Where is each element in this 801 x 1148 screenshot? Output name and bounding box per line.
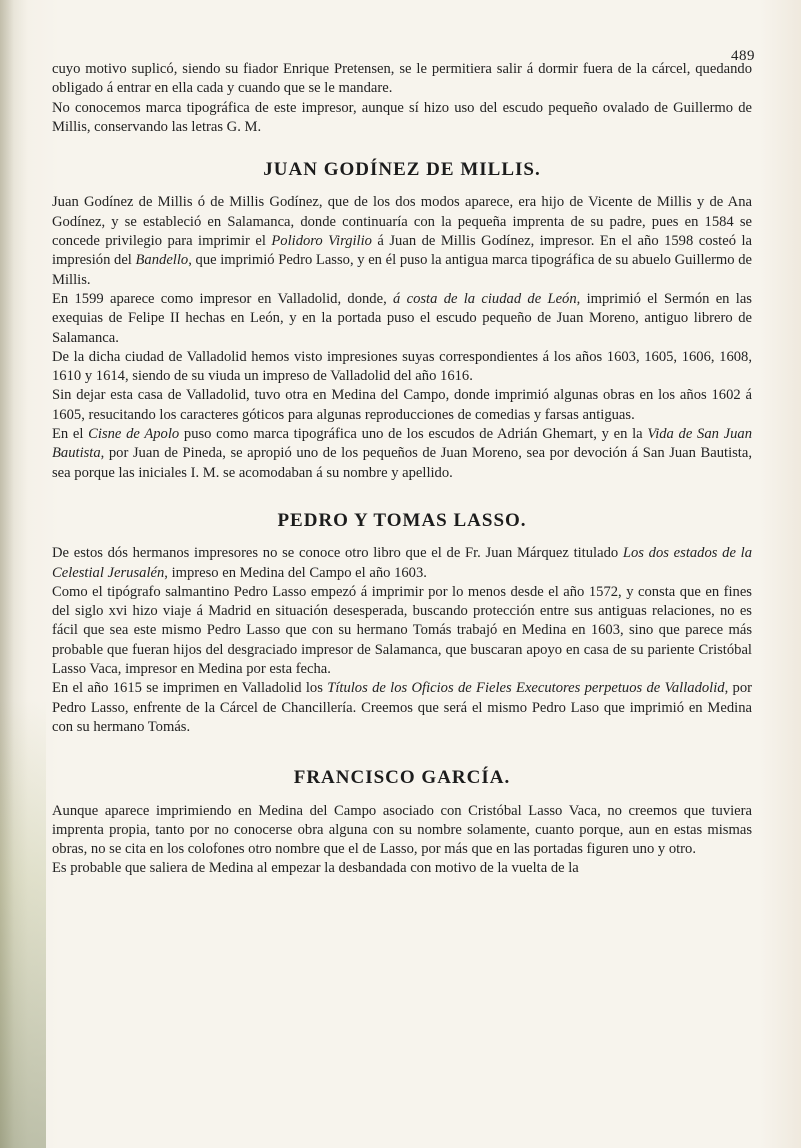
godinez-paragraph-1: Juan Godínez de Millis ó de Millis Godínez, que de los dos modos aparece, era hijo de Vicente de Millis y de Ana Godínez, y se estableció en Salamanca, donde continuaría con la pequeña imprenta de su padre, pues en 1584 se concede privilegio para imprimir el Polidoro Virgilio á Juan de Millis Godínez, impresor. En el año 1598 costeó la impresión del Bandello, que imprimió Pedro Lasso, y en él puso la antigua marca tipográfica de su abuelo Guillermo de Millis.: [52, 194, 753, 288]
section-heading-pedro-tomas-lasso: PEDRO Y TOMAS LASSO.: [277, 509, 527, 531]
godinez-paragraph-4: Sin dejar esta casa de Valladolid, tuvo otra en Medina del Campo, donde imprimió algunas obras en los años 1602 á 1605, resucitando los caracteres góticos para algunas reproducciones de comedias y farsas antiguas.: [52, 387, 752, 423]
intro-paragraph-2: No conocemos marca tipográfica de este impresor, aunque sí hizo uso del escudo pequeño ovalado de Guillermo de Millis, conservando las letras G. M.: [52, 99, 752, 135]
intro-paragraph-1: cuyo motivo suplicó, siendo su fiador Enrique Pretensen, se le permitiera salir á dormir fuera de la cárcel, quedando obligado á entrar en ella cada y cuando que se le mandare.: [52, 61, 752, 97]
section-heading-francisco-garcia: FRANCISCO GARCÍA.: [293, 767, 511, 789]
garcia-paragraph-1: Aunque aparece imprimiendo en Medina del Campo asociado con Cristóbal Lasso Vaca, no creemos que tuviera imprenta propia, tanto por no conocerse obra alguna con su nombre solamente, cuanto porque, aun en estas mismas obras, no se cita en los colofones otro nombre que el de Lasso, por más que en las portadas figuren uno y otro.: [52, 802, 752, 858]
godinez-paragraph-5: En el Cisne de Apolo puso como marca tipográfica uno de los escudos de Adrián Ghemart, y en la Vida de San Juan Bautista, por Juan de Pineda, se apropió uno de los pequeños de Juan Moreno, sea por devoción á San Juan Bautista, sea porque las iniciales I. M. se acomodaban á su nombre y apellido.: [52, 426, 752, 481]
lasso-paragraph-2: Como el tipógrafo salmantino Pedro Lasso empezó á imprimir por lo menos desde el año 1572, y consta que en fines del siglo xvi hizo viaje á Madrid en situación desesperada, buscando protección entre sus antiguas relaciones, no es fácil que sea este mismo Pedro Lasso que con su hermano Tomás trabajó en Medina en 1603, sino que parece más probable que fueran hijos del desgraciado impresor de Salamanca, que buscaran apoyo en casa de su pariente Cristóbal Lasso Vaca, impresor en Medina por esta fecha.: [52, 583, 752, 678]
page-body: [52, 60, 752, 879]
godinez-paragraph-3: De la dicha ciudad de Valladolid hemos visto impresiones suyas correspondientes á los años 1603, 1605, 1606, 1608, 1610 y 1614, siendo de su viuda un impreso de Valladolid del año 1616.: [52, 348, 752, 385]
section-heading-juan-godinez: JUAN GODÍNEZ DE MILLIS.: [263, 159, 541, 181]
lasso-paragraph-3: En el año 1615 se imprimen en Valladolid los Títulos de los Oficios de Fieles Executores perpetuos de Valladolid, por Pedro Lasso, enfrente de la Cárcel de Chancillería. Creemos que será el mismo Pedro Laso que imprimió en Medina con su hermano Tomás.: [52, 680, 752, 735]
lasso-paragraph-1: De estos dós hermanos impresores no se conoce otro libro que el de Fr. Juan Márquez titulado Los dos estados de la Celestial Jerusalén, impreso en Medina del Campo el año 1603.: [52, 545, 752, 581]
paper-stain: [0, 700, 46, 1148]
garcia-paragraph-2: Es probable que saliera de Medina al empezar la desbandada con motivo de la vuelta de la: [52, 860, 579, 877]
page-number: 489: [731, 48, 755, 64]
godinez-paragraph-2: En 1599 aparece como impresor en Valladolid, donde, á costa de la ciudad de León, imprimió el Sermón en las exequias de Felipe II hechas en León, y en la portada puso el escudo pequeño de Juan Moreno, antiguo librero de Salamanca.: [52, 290, 752, 346]
